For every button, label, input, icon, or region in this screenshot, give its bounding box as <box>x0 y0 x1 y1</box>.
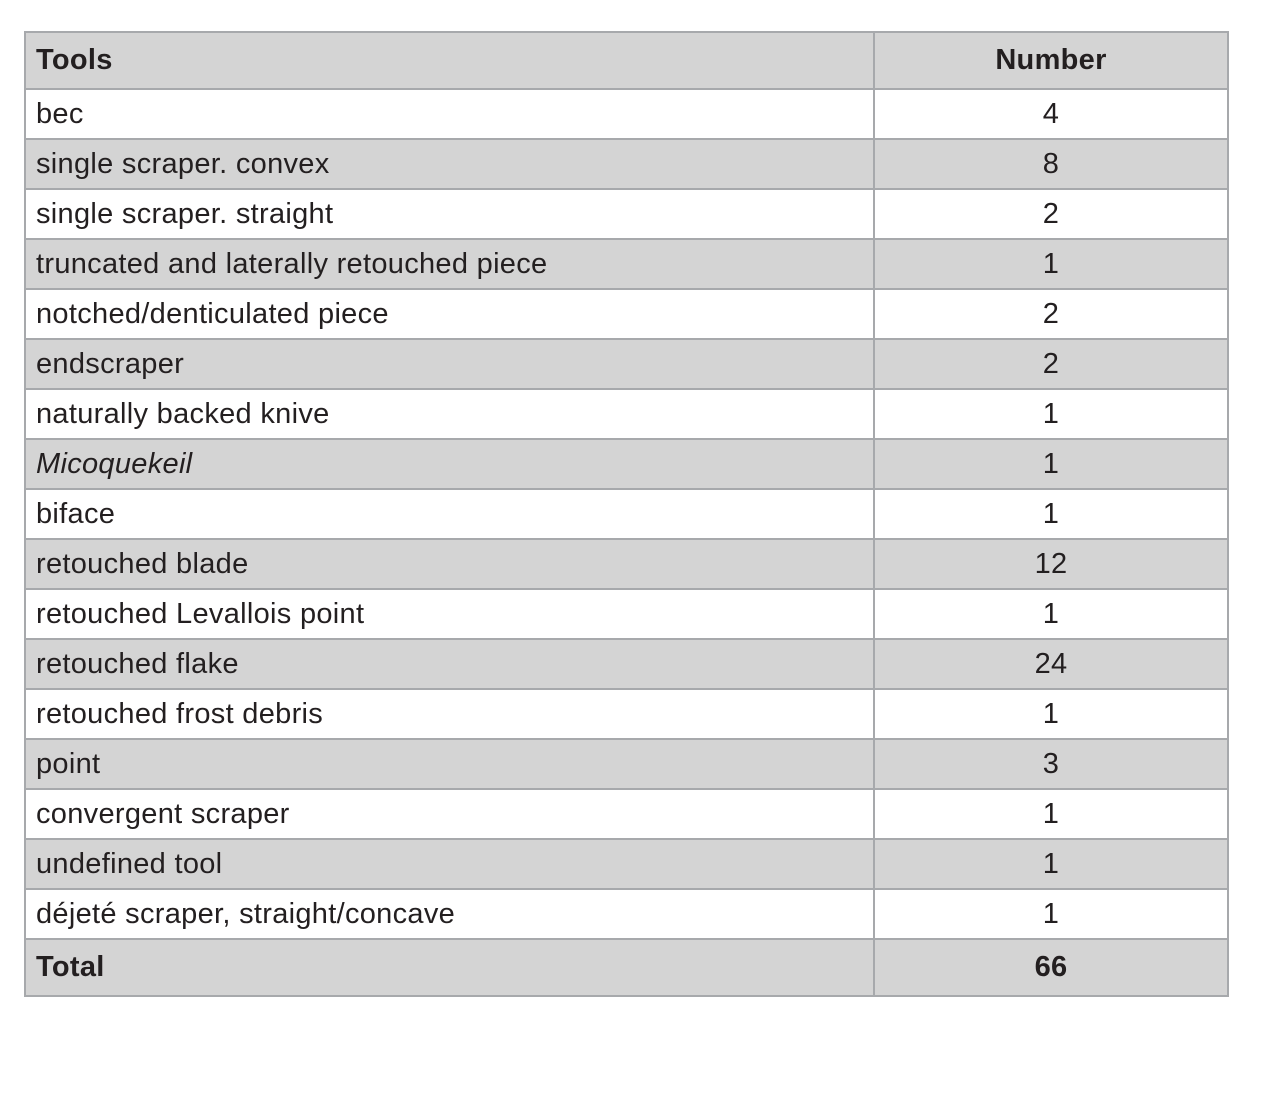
tool-name-cell: convergent scraper <box>25 789 874 839</box>
table-row <box>25 689 1228 739</box>
table-total-row <box>25 939 1228 996</box>
tool-name-cell: retouched blade <box>25 539 874 589</box>
tools-table-container <box>24 31 1227 997</box>
table-row <box>25 389 1228 439</box>
table-row <box>25 739 1228 789</box>
tool-count-cell: 1 <box>874 589 1228 639</box>
tool-count-cell: 1 <box>874 789 1228 839</box>
tool-count-cell: 1 <box>874 839 1228 889</box>
table-row <box>25 889 1228 939</box>
table-row <box>25 339 1228 389</box>
tool-count-cell: 1 <box>874 439 1228 489</box>
tool-name-cell: single scraper. straight <box>25 189 874 239</box>
table-row <box>25 839 1228 889</box>
tools-table <box>24 31 1229 997</box>
tool-count-cell: 1 <box>874 689 1228 739</box>
total-label-cell: Total <box>25 939 874 996</box>
tool-count-cell: 1 <box>874 489 1228 539</box>
tool-name-cell: Micoquekeil <box>25 439 874 489</box>
table-row <box>25 539 1228 589</box>
tool-name-cell: undefined tool <box>25 839 874 889</box>
tool-count-cell: 1 <box>874 239 1228 289</box>
tool-count-cell: 1 <box>874 389 1228 439</box>
tool-count-cell: 8 <box>874 139 1228 189</box>
tool-count-cell: 1 <box>874 889 1228 939</box>
table-row <box>25 89 1228 139</box>
tool-name-cell: retouched frost debris <box>25 689 874 739</box>
table-row <box>25 439 1228 489</box>
tool-name-cell: retouched Levallois point <box>25 589 874 639</box>
tool-name-cell: biface <box>25 489 874 539</box>
table-row <box>25 489 1228 539</box>
table-row <box>25 139 1228 189</box>
tool-count-cell: 24 <box>874 639 1228 689</box>
tool-count-cell: 4 <box>874 89 1228 139</box>
tool-count-cell: 3 <box>874 739 1228 789</box>
tool-count-cell: 2 <box>874 339 1228 389</box>
tool-name-cell: retouched flake <box>25 639 874 689</box>
table-row <box>25 189 1228 239</box>
header-tools: Tools <box>25 32 874 89</box>
table-row <box>25 789 1228 839</box>
tool-count-cell: 12 <box>874 539 1228 589</box>
tool-name-cell: point <box>25 739 874 789</box>
table-row <box>25 289 1228 339</box>
tool-count-cell: 2 <box>874 189 1228 239</box>
tool-name-cell: single scraper. convex <box>25 139 874 189</box>
tool-count-cell: 2 <box>874 289 1228 339</box>
tool-name-cell: bec <box>25 89 874 139</box>
table-body <box>25 89 1228 996</box>
tool-name-cell: endscraper <box>25 339 874 389</box>
tool-name-cell: notched/denticulated piece <box>25 289 874 339</box>
tool-name-cell: déjeté scraper, straight/concave <box>25 889 874 939</box>
total-count-cell: 66 <box>874 939 1228 996</box>
table-row <box>25 589 1228 639</box>
header-number: Number <box>874 32 1228 89</box>
table-row <box>25 239 1228 289</box>
table-row <box>25 639 1228 689</box>
table-header-row <box>25 32 1228 89</box>
tool-name-cell: naturally backed knive <box>25 389 874 439</box>
tool-name-cell: truncated and laterally retouched piece <box>25 239 874 289</box>
